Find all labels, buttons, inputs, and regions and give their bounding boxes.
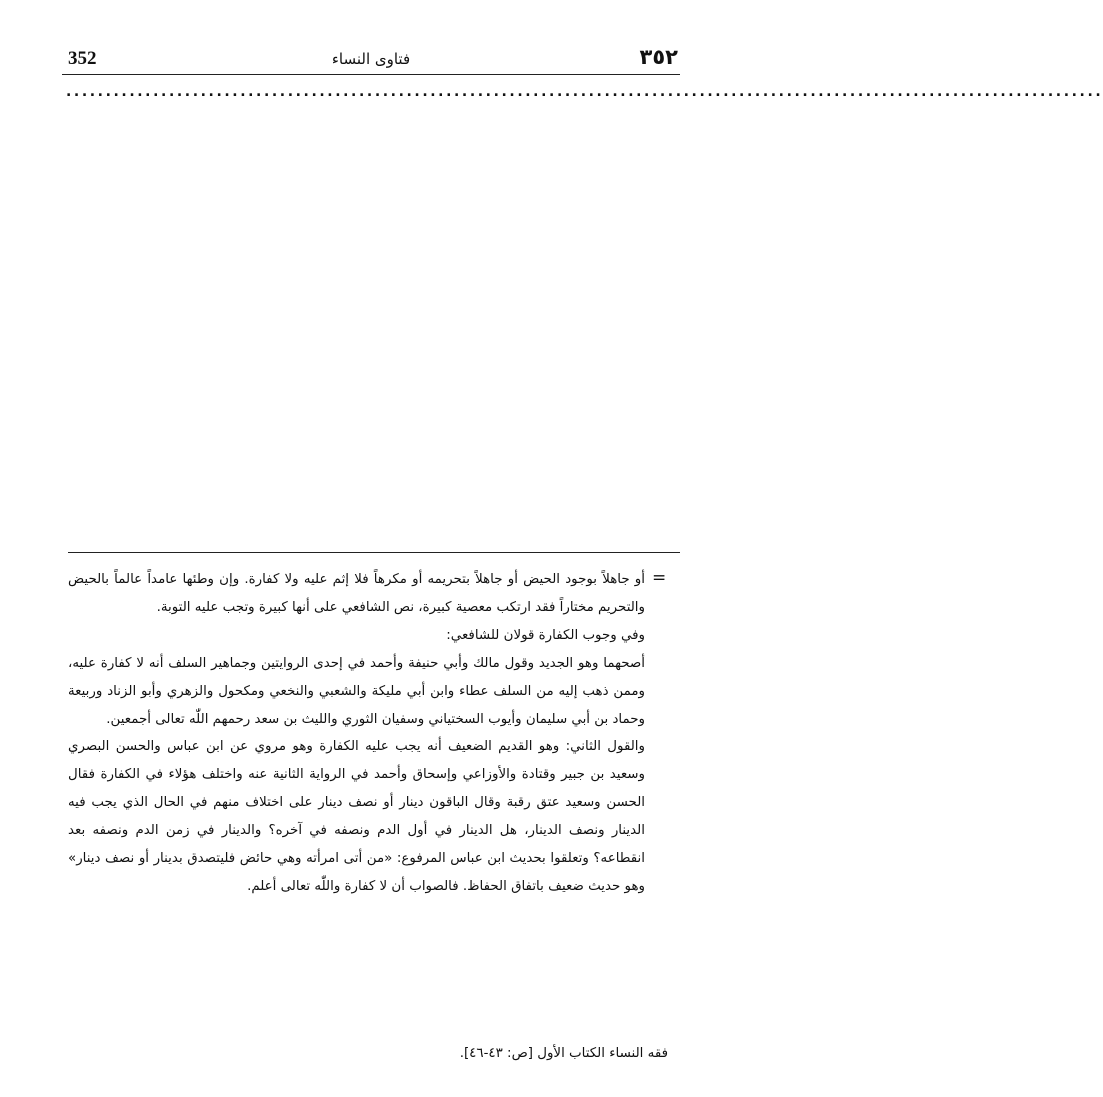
running-title: فتاوى النساء xyxy=(331,50,411,68)
footnote-paragraph: أصحهما وهو الجديد وقول مالك وأبي حنيفة وأحمد في إحدى الروايتين وجماهير السلف أنه لا كفارة عليه، وممن ذهب إليه من السلف عطاء وابن أبي مليكة والشعبي والنخعي ومكحول والزهري وأبو الزناد وربيعة وحماد بن أبي سليمان وأيوب السختياني وسفيان الثوري والليث بن سعد رحمهم اللّٰه تعالى أجمعين. xyxy=(68,655,645,727)
continuation-mark: = xyxy=(652,568,667,588)
footnote-paragraph: والقول الثاني: وهو القديم الضعيف أنه يجب عليه الكفارة وهو مروي عن ابن عباس والحسن البصري وسعيد بن جبير وقتادة والأوزاعي وإسحاق وأحمد في الرواية الثانية عنه واختلف هؤلاء في الكفارة فقال الحسن وسعيد عتق رقبة وقال الباقون دينار أو نصف دينار على اختلاف منهم في الحال الذي يجب فيه الدينار ونصف الدينار، هل الدينار في أول الدم ونصفه في آخره؟ والدينار في زمن الدم ونصفه بعد انقطاعه؟ وتعلقوا بحديث ابن عباس المرفوع: «من أتى امرأته وهي حائض فليتصدق بدينار أو نصف دينار» وهو حديث ضعيف باتفاق الحفاظ. فالصواب أن لا كفارة واللّٰه تعالى أعلم. xyxy=(68,739,645,894)
dotted-separator: ................................................................................................................................... xyxy=(66,84,1103,100)
footnote-body xyxy=(68,566,645,901)
footnote-paragraph: وفي وجوب الكفارة قولان للشافعي: xyxy=(446,627,645,643)
footnote-paragraph: أو جاهلاً بوجود الحيض أو جاهلاً بتحريمه أو مكرهاً فلا إثم عليه ولا كفارة. وإن وطئها عامداً عالماً بالحيض والتحريم مختاراً فقد ارتكب معصية كبيرة، نص الشافعي على أنها كبيرة وتجب عليه التوبة. xyxy=(68,572,645,615)
page-number-arabic: ٣٥٢ xyxy=(639,45,678,69)
footnote-rule xyxy=(68,552,680,553)
page-number-latin: 352 xyxy=(68,48,97,69)
source-citation: فقه النساء الكتاب الأول [ص: ٤٣-٤٦]. xyxy=(459,1046,668,1061)
page-header xyxy=(62,44,680,75)
